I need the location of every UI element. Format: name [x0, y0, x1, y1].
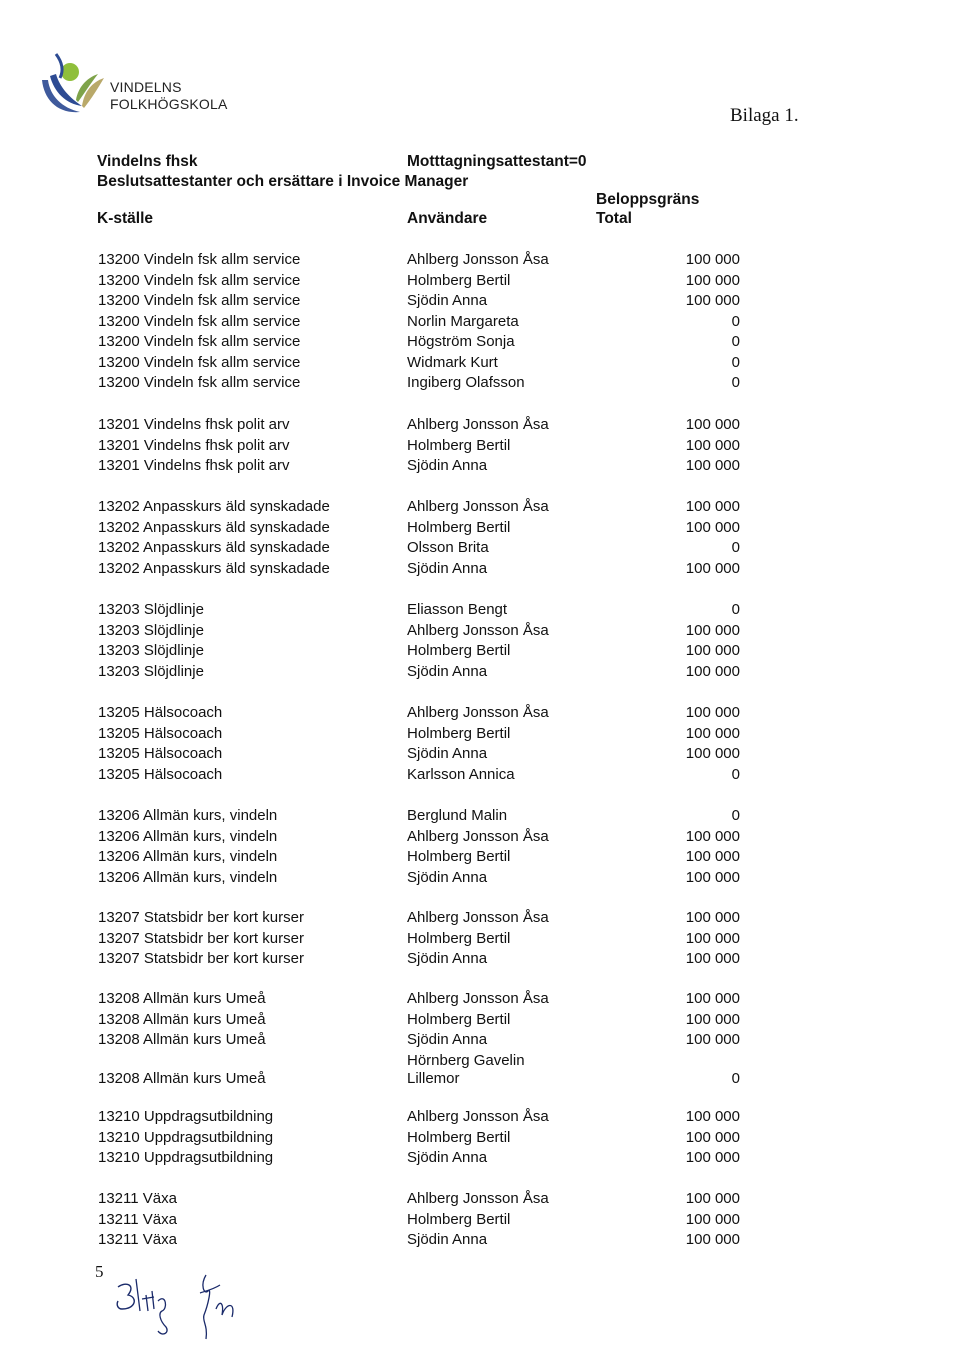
amount-limit-cell: 100 000 — [685, 929, 740, 947]
kstalle-cell: 13202 Anpasskurs äld synskadade — [98, 498, 330, 515]
kstalle-cell: 13200 Vindeln fsk allm service — [98, 251, 301, 268]
table-row — [0, 1230, 960, 1250]
kstalle-cell: 13210 Uppdragsutbildning — [98, 1108, 274, 1125]
table-row — [0, 765, 960, 785]
table-row — [0, 271, 960, 291]
user-cell: Olsson Brita — [407, 539, 489, 556]
table-row — [0, 559, 960, 579]
table-row — [0, 621, 960, 641]
kstalle-cell: 13206 Allmän kurs, vindeln — [98, 807, 278, 824]
amount-limit-cell: 100 000 — [685, 1210, 740, 1228]
amount-limit-cell: 100 000 — [685, 827, 740, 845]
user-cell: Sjödin Anna — [407, 950, 488, 967]
kstalle-cell: 13206 Allmän kurs, vindeln — [98, 868, 278, 886]
table-row — [0, 662, 960, 682]
user-cell: Högström Sonja — [407, 333, 515, 350]
mottagning-label: Motttagningsattestant=0 — [407, 153, 587, 170]
table-row — [0, 538, 960, 558]
kstalle-cell: 13201 Vindelns fhsk polit arv — [98, 416, 290, 433]
table-row — [0, 332, 960, 352]
logo-line-2: FOLKHÖGSKOLA — [110, 96, 228, 112]
org-name: Vindelns fhsk — [97, 153, 198, 170]
user-cell: Sjödin Anna — [407, 868, 488, 886]
user-cell: Ahlberg Jonsson Åsa — [407, 990, 549, 1007]
table-row — [0, 250, 960, 270]
table-row — [0, 1030, 960, 1050]
user-cell: Holmberg Bertil — [407, 1210, 511, 1228]
amount-limit-cell: 100 000 — [685, 868, 740, 886]
amount-limit-cell: 100 000 — [685, 662, 740, 680]
amount-limit-cell: 100 000 — [685, 642, 740, 659]
amount-limit-cell: 0 — [731, 312, 740, 330]
page-number: 5 — [95, 1262, 104, 1281]
kstalle-cell: 13203 Slöjdlinje — [98, 662, 204, 680]
column-header-anvandare: Användare — [407, 210, 488, 227]
user-cell: Holmberg Bertil — [407, 271, 511, 289]
user-cell: Holmberg Bertil — [407, 929, 511, 947]
kstalle-cell: 13206 Allmän kurs, vindeln — [98, 848, 278, 865]
amount-limit-cell: 100 000 — [685, 498, 740, 515]
amount-limit-cell: 100 000 — [685, 457, 740, 474]
user-cell: Widmark Kurt — [407, 353, 498, 371]
user-cell: Ahlberg Jonsson Åsa — [407, 1190, 549, 1207]
kstalle-cell: 13203 Slöjdlinje — [98, 621, 204, 639]
amount-limit-cell: 0 — [731, 539, 740, 556]
amount-limit-cell: 100 000 — [685, 559, 740, 577]
kstalle-cell: 13208 Allmän kurs Umeå — [98, 1069, 266, 1087]
kstalle-cell: 13208 Allmän kurs Umeå — [98, 990, 266, 1007]
amount-limit-cell: 100 000 — [685, 1231, 740, 1248]
amount-limit-cell: 100 000 — [685, 1108, 740, 1125]
amount-limit-cell: 100 000 — [685, 1031, 740, 1048]
kstalle-cell: 13200 Vindeln fsk allm service — [98, 333, 301, 350]
kstalle-cell: 13207 Statsbidr ber kort kurser — [98, 929, 304, 947]
table-row — [0, 436, 960, 456]
user-cell: Norlin Margareta — [407, 312, 519, 330]
kstalle-cell: 13207 Statsbidr ber kort kurser — [98, 909, 304, 926]
kstalle-cell: 13202 Anpasskurs äld synskadade — [98, 539, 330, 556]
user-cell: Holmberg Bertil — [407, 1128, 511, 1146]
kstalle-cell: 13206 Allmän kurs, vindeln — [98, 827, 278, 845]
table-row — [0, 1051, 960, 1089]
kstalle-cell: 13211 Växa — [98, 1231, 177, 1248]
kstalle-cell: 13203 Slöjdlinje — [98, 601, 204, 618]
amount-limit-cell: 100 000 — [685, 416, 740, 433]
user-cell: Sjödin Anna — [407, 559, 488, 577]
kstalle-cell: 13210 Uppdragsutbildning — [98, 1149, 274, 1166]
table-row — [0, 497, 960, 517]
table-row — [0, 1148, 960, 1168]
document-subtitle: Beslutsattestanter och ersättare i Invoice Manager — [97, 173, 469, 190]
user-cell: Ahlberg Jonsson Åsa — [407, 416, 549, 433]
table-row — [0, 600, 960, 620]
amount-limit-cell: 100 000 — [685, 745, 740, 762]
amount-limit-cell: 100 000 — [685, 518, 740, 536]
user-cell: Sjödin Anna — [407, 292, 488, 309]
kstalle-cell: 13208 Allmän kurs Umeå — [98, 1010, 266, 1028]
logo-line-1: VINDELNS — [110, 79, 182, 95]
table-row — [0, 868, 960, 888]
user-cell: Sjödin Anna — [407, 1031, 488, 1048]
kstalle-cell: 13200 Vindeln fsk allm service — [98, 312, 301, 330]
user-cell: Sjödin Anna — [407, 457, 488, 474]
amount-limit-cell: 100 000 — [685, 704, 740, 721]
kstalle-cell: 13211 Växa — [98, 1210, 177, 1228]
user-cell: Holmberg Bertil — [407, 848, 511, 865]
kstalle-cell: 13210 Uppdragsutbildning — [98, 1128, 274, 1146]
kstalle-cell: 13205 Hälsocoach — [98, 724, 223, 742]
user-cell: Ahlberg Jonsson Åsa — [407, 1108, 549, 1125]
user-cell: Holmberg Bertil — [407, 518, 511, 536]
table-row — [0, 744, 960, 764]
amount-limit-cell: 0 — [731, 374, 740, 391]
kstalle-cell: 13202 Anpasskurs äld synskadade — [98, 518, 330, 536]
amount-limit-cell: 100 000 — [685, 436, 740, 454]
user-cell: Holmberg Bertil — [407, 724, 511, 742]
column-header-belopp-line1: Beloppsgräns — [596, 191, 700, 208]
kstalle-cell: 13207 Statsbidr ber kort kurser — [98, 950, 304, 967]
kstalle-cell: 13200 Vindeln fsk allm service — [98, 353, 301, 371]
table-row — [0, 1010, 960, 1030]
amount-limit-cell: 100 000 — [685, 1010, 740, 1028]
user-cell: Sjödin Anna — [407, 745, 488, 762]
column-header-belopp-line2: Total — [596, 210, 632, 227]
kstalle-cell: 13205 Hälsocoach — [98, 745, 223, 762]
table-row — [0, 908, 960, 928]
table-row — [0, 989, 960, 1009]
kstalle-cell: 13201 Vindelns fhsk polit arv — [98, 457, 290, 474]
table-row — [0, 456, 960, 476]
table-row — [0, 827, 960, 847]
amount-limit-cell: 100 000 — [685, 271, 740, 289]
user-cell: Holmberg Bertil — [407, 642, 511, 659]
kstalle-cell: 13211 Växa — [98, 1190, 177, 1207]
table-row — [0, 641, 960, 661]
table-row — [0, 353, 960, 373]
user-cell: Ahlberg Jonsson Åsa — [407, 498, 549, 515]
table-row — [0, 415, 960, 435]
table-row — [0, 1210, 960, 1230]
amount-limit-cell: 0 — [731, 353, 740, 371]
table-row — [0, 1189, 960, 1209]
table-row — [0, 929, 960, 949]
kstalle-cell: 13202 Anpasskurs äld synskadade — [98, 559, 330, 577]
user-cell: Karlsson Annica — [407, 765, 515, 783]
table-row — [0, 847, 960, 867]
user-cell: Sjödin Anna — [407, 662, 488, 680]
amount-limit-cell: 0 — [731, 333, 740, 350]
table-row — [0, 724, 960, 744]
user-cell-line-2: Lillemor — [407, 1069, 460, 1087]
amount-limit-cell: 100 000 — [685, 621, 740, 639]
table-row — [0, 703, 960, 723]
amount-limit-cell: 0 — [731, 601, 740, 618]
amount-limit-cell: 100 000 — [685, 848, 740, 865]
kstalle-cell: 13205 Hälsocoach — [98, 765, 223, 783]
amount-limit-cell: 100 000 — [685, 1128, 740, 1146]
user-cell: Ahlberg Jonsson Åsa — [407, 909, 549, 926]
amount-limit-cell: 100 000 — [685, 909, 740, 926]
kstalle-cell: 13201 Vindelns fhsk polit arv — [98, 436, 290, 454]
user-cell: Ahlberg Jonsson Åsa — [407, 827, 549, 845]
kstalle-cell: 13200 Vindeln fsk allm service — [98, 292, 301, 309]
column-header-kstalle: K-ställe — [97, 210, 153, 227]
user-cell: Sjödin Anna — [407, 1149, 488, 1166]
user-cell: Ahlberg Jonsson Åsa — [407, 704, 549, 721]
amount-limit-cell: 100 000 — [685, 1190, 740, 1207]
amount-limit-cell: 100 000 — [685, 292, 740, 309]
table-row — [0, 518, 960, 538]
user-cell: Eliasson Bengt — [407, 601, 508, 618]
user-cell: Holmberg Bertil — [407, 436, 511, 454]
user-cell-line-1: Hörnberg Gavelin — [407, 1051, 525, 1069]
user-cell: Ingiberg Olafsson — [407, 374, 525, 391]
amount-limit-cell: 100 000 — [685, 1149, 740, 1166]
amount-limit-cell: 0 — [731, 807, 740, 824]
user-cell: Ahlberg Jonsson Åsa — [407, 251, 549, 268]
amount-limit-cell: 100 000 — [685, 990, 740, 1007]
table-row — [0, 312, 960, 332]
amount-limit-cell: 100 000 — [685, 251, 740, 268]
kstalle-cell: 13203 Slöjdlinje — [98, 642, 204, 659]
user-cell: Berglund Malin — [407, 807, 508, 824]
amount-limit-cell: 100 000 — [685, 950, 740, 967]
user-cell: Ahlberg Jonsson Åsa — [407, 621, 549, 639]
kstalle-cell: 13200 Vindeln fsk allm service — [98, 374, 301, 391]
table-row — [0, 1128, 960, 1148]
handwritten-initials-signature — [96, 1265, 256, 1345]
kstalle-cell: 13205 Hälsocoach — [98, 704, 223, 721]
table-row — [0, 373, 960, 393]
user-cell: Holmberg Bertil — [407, 1010, 511, 1028]
table-row — [0, 949, 960, 969]
table-row — [0, 806, 960, 826]
amount-limit-cell: 100 000 — [685, 724, 740, 742]
attachment-label: Bilaga 1. — [730, 105, 799, 126]
amount-limit-cell: 0 — [731, 765, 740, 783]
kstalle-cell: 13208 Allmän kurs Umeå — [98, 1031, 266, 1048]
amount-limit-cell: 0 — [731, 1069, 740, 1087]
kstalle-cell: 13200 Vindeln fsk allm service — [98, 271, 301, 289]
table-row — [0, 291, 960, 311]
user-cell: Sjödin Anna — [407, 1231, 488, 1248]
table-row — [0, 1107, 960, 1127]
